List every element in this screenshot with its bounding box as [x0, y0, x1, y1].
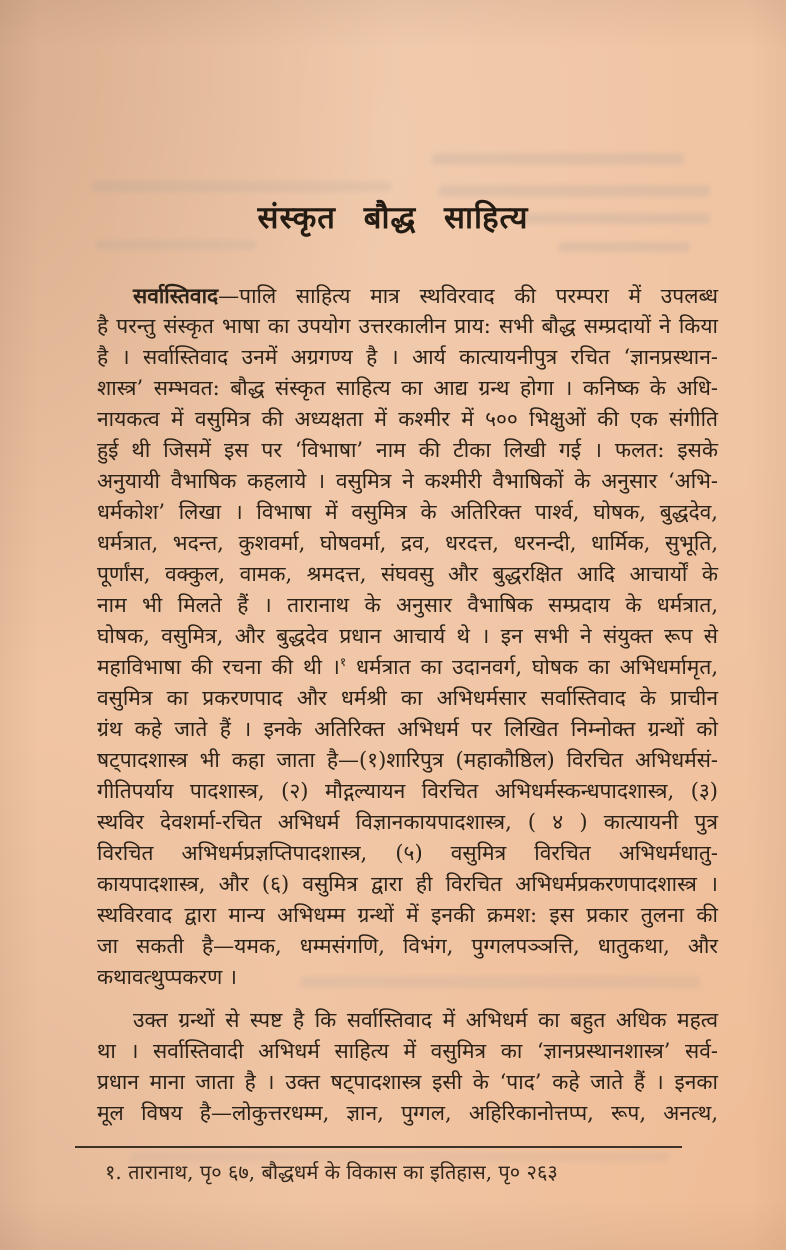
footnote-reference: १	[339, 655, 347, 669]
text-line: स्थविरवाद द्वारा मान्य अभिधम्म ग्रन्थों में इनकी क्रमश: इस प्रकार तुलना की	[97, 903, 718, 927]
text-line	[97, 652, 718, 683]
text-line: जा सकती है—यमक, धम्मसंगणि, विभंग, पुग्गलपञ्ञत्ति, धातुकथा, और	[97, 934, 718, 958]
text-line: पूर्णांस, वक्कुल, वामक, श्रमदत्त, संघवसु और बुद्धरक्षित आदि आचार्यों के	[97, 562, 718, 586]
text-line: वसुमित्र का प्रकरणपाद और धर्मश्री का अभिधर्मसार सर्वास्तिवाद के प्राचीन	[97, 686, 718, 710]
paragraph	[97, 280, 718, 993]
text-line: विरचित अभिधर्मप्रज्ञप्तिपादशास्त्र, (५) वसुमित्र विरचित अभिधर्मधातु-	[97, 841, 718, 865]
footnote: १. तारानाथ, पृ० ६७, बौद्धधर्म के विकास का इतिहास, पृ० २६३	[105, 1160, 558, 1184]
text-line	[97, 280, 718, 311]
text-line: धर्मत्रात, भदन्त, कुशवर्मा, घोषवर्मा, द्रव, धरदत्त, धरनन्दी, धार्मिक, सुभूति,	[97, 531, 718, 555]
text-line: था । सर्वास्तिवादी अभिधर्म साहित्य में वसुमित्र का ‘ज्ञानप्रस्थानशास्त्र’ सर्व-	[97, 1039, 718, 1063]
text-line: ग्रंथ कहे जाते हैं । इनके अतिरिक्त अभिधर्म पर लिखित निम्नोक्त ग्रन्थों को	[97, 717, 718, 741]
text-line: षट्पादशास्त्र भी कहा जाता है—(१)शारिपुत्र (महाकौष्ठिल) विरचित अभिधर्मसं-	[97, 748, 718, 772]
paragraph	[97, 1005, 718, 1129]
text-line: नायकत्व में वसुमित्र की अध्यक्षता में कश्मीर में ५०० भिक्षुओं की एक संगीति	[97, 407, 718, 431]
text-segment: महाविभाषा की रचना की थी ।	[97, 655, 340, 679]
body-text	[97, 280, 718, 1141]
text-line: प्रधान माना जाता है । उक्त षट्पादशास्त्र इसी के ‘पाद’ कहे जाते हैं । इनका	[97, 1070, 718, 1094]
text-line: मूल विषय है—लोकुत्तरधम्म, ज्ञान, पुग्गल, अहिरिकानोत्तप्प, रूप, अनत्थ,	[97, 1101, 718, 1125]
bleedthrough-smudge	[432, 153, 685, 165]
bleedthrough-smudge	[558, 242, 691, 252]
text-line: शास्त्र’ सम्भवत: बौद्ध संस्कृत साहित्य का आद्य ग्रन्थ होगा । कनिष्क के अधि-	[97, 376, 718, 400]
text-line: कथावत्थुप्पकरण ।	[97, 965, 237, 989]
text-line: नाम भी मिलते हैं । तारानाथ के अनुसार वैभाषिक सम्प्रदाय के धर्मत्रात,	[97, 593, 718, 617]
text-line: कायपादशास्त्र, और (६) वसुमित्र द्वारा ही विरचित अभिधर्मप्रकरणपादशास्त्र ।	[97, 872, 718, 896]
bleedthrough-smudge	[92, 181, 393, 192]
paragraph-lead-word: सर्वास्तिवाद	[133, 283, 219, 308]
bleedthrough-smudge	[96, 240, 257, 250]
text-line: उक्त ग्रन्थों से स्पष्ट है कि सर्वास्तिवाद में अभिधर्म का बहुत अधिक महत्व	[133, 1008, 718, 1032]
text-line: घोषक, वसुमित्र, और बुद्धदेव प्रधान आचार्य थे । इन सभी ने संयुक्त रूप से	[97, 624, 718, 648]
text-segment: —पालि साहित्य मात्र स्थविरवाद की परम्परा में उपलब्ध	[218, 284, 718, 308]
text-line: हुई थी जिसमें इस पर ‘विभाषा’ नाम की टीका लिखी गई । फलत: इसके	[97, 438, 718, 462]
text-line: है । सर्वास्तिवाद उनमें अग्रगण्य है । आर्य कात्यायनीपुत्र रचित ‘ज्ञानप्रस्थान-	[97, 345, 718, 369]
page-title: संस्कृत बौद्ध साहित्य	[257, 200, 529, 236]
text-segment: धर्मत्रात का उदानवर्ग, घोषक का अभिधर्मामृत,	[346, 655, 718, 679]
text-line: गीतिपर्याय पादशास्त्र, (२) मौद्गल्यायन विरचित अभिधर्मस्कन्धपादशास्त्र, (३)	[97, 779, 718, 803]
text-line: धर्मकोश’ लिखा । विभाषा में वसुमित्र के अतिरिक्त पार्श्व, घोषक, बुद्धदेव,	[97, 500, 718, 524]
text-line: है परन्तु संस्कृत भाषा का उपयोग उत्तरकालीन प्राय: सभी बौद्ध सम्प्रदायों ने किया	[97, 314, 718, 338]
text-line: स्थविर देवशर्मा-रचित अभिधर्म विज्ञानकायपादशास्त्र, ( ४ ) कात्यायनी पुत्र	[97, 810, 718, 834]
text-line: अनुयायी वैभाषिक कहलाये । वसुमित्र ने कश्मीरी वैभाषिकों के अनुसार ‘अभि-	[97, 469, 718, 493]
footnote-divider	[75, 1146, 682, 1148]
